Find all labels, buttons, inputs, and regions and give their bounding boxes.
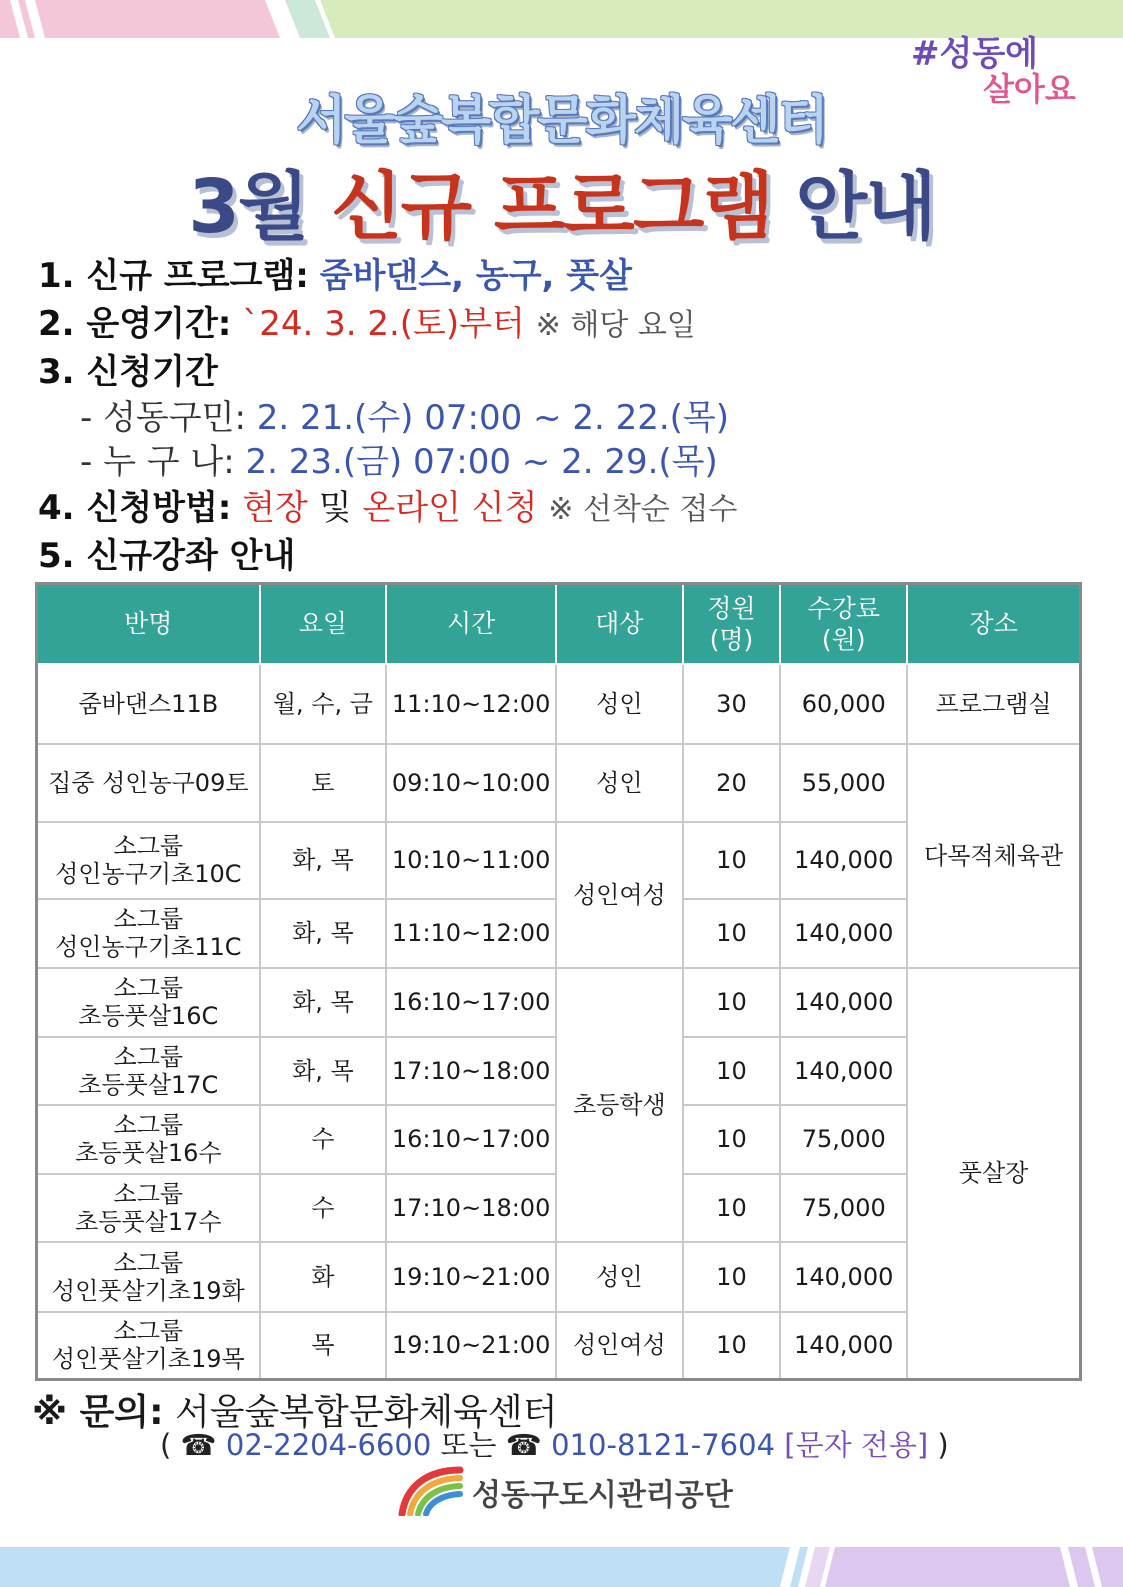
header-capacity: [683, 584, 781, 664]
residents-label: - 성동구민:: [80, 398, 246, 438]
phone-number-2[interactable]: 010-8121-7604: [551, 1428, 776, 1462]
course-time: 19:10~21:00: [386, 1312, 556, 1380]
course-day: 화, 목: [260, 1037, 387, 1105]
info-item-programs: [38, 252, 1098, 300]
course-name: 소그룹 초등풋살17C: [37, 1037, 260, 1105]
title-end: 안내: [795, 164, 935, 250]
programs-label: 1. 신규 프로그램:: [38, 256, 309, 296]
course-table: [35, 582, 1082, 1381]
course-name: 소그룹 성인풋살기초19화: [37, 1242, 260, 1312]
header-capacity-2: (명): [709, 624, 754, 654]
course-fee: 140,000: [780, 968, 907, 1037]
contact-line: [160, 1423, 980, 1464]
course-fee: 140,000: [780, 1312, 907, 1380]
course-fee: 60,000: [780, 664, 907, 744]
anyone-label: - 누 구 나:: [80, 442, 235, 482]
application-period-label: 3. 신청기간: [38, 352, 218, 392]
table-row: [37, 744, 1081, 822]
phone-icon: ☎: [180, 1428, 217, 1462]
course-target: 성인: [556, 1242, 682, 1312]
course-fee: 140,000: [780, 822, 907, 899]
course-target: 성인여성: [556, 1312, 682, 1380]
course-capacity: 10: [683, 1312, 781, 1380]
course-capacity: 10: [683, 1242, 781, 1312]
course-place: 다목적체육관: [907, 744, 1080, 968]
header-fee: [780, 584, 907, 664]
application-period-residents: [38, 396, 1098, 440]
course-time: 19:10~21:00: [386, 1242, 556, 1312]
course-time: 17:10~18:00: [386, 1037, 556, 1105]
course-day: 토: [260, 744, 387, 822]
programs-value: 줌바댄스, 농구, 풋살: [319, 256, 632, 296]
course-day: 수: [260, 1174, 387, 1242]
course-time: 11:10~12:00: [386, 899, 556, 968]
course-day: 수: [260, 1105, 387, 1174]
title-month: 3월: [188, 164, 308, 250]
header-time: 시간: [386, 584, 556, 664]
course-name: 소그룹 성인농구기초11C: [37, 899, 260, 968]
bottom-decoration: [0, 1547, 1123, 1587]
course-fee: 75,000: [780, 1174, 907, 1242]
header-name: 반명: [37, 584, 260, 664]
course-fee: 75,000: [780, 1105, 907, 1174]
course-time: 16:10~17:00: [386, 1105, 556, 1174]
course-target: 성인여성: [556, 822, 682, 968]
header-capacity-1: 정원: [707, 593, 756, 623]
course-capacity: 10: [683, 822, 781, 899]
header-target: 대상: [556, 584, 682, 664]
center-name-title: 서울숲복합문화체육센터: [296, 91, 827, 151]
info-item-courses: [38, 532, 1098, 580]
table-row: [37, 664, 1081, 744]
header-fee-1: 수강료: [807, 593, 880, 623]
period-label: 2. 운영기간:: [38, 304, 232, 344]
inquiry-label: ※ 문의:: [32, 1392, 164, 1433]
org-name: 성동구도시관리공단: [472, 1478, 733, 1513]
method-note: ※ 선착순 접수: [548, 492, 738, 527]
course-capacity: 30: [683, 664, 781, 744]
course-name: 소그룹 초등풋살16수: [37, 1105, 260, 1174]
method-mid: 및: [318, 488, 352, 528]
course-name: 소그룹 성인풋살기초19목: [37, 1312, 260, 1380]
course-capacity: 10: [683, 968, 781, 1037]
course-fee: 140,000: [780, 899, 907, 968]
method-label: 4. 신청방법:: [38, 488, 232, 528]
title-main: 신규 프로그램: [331, 164, 772, 250]
course-name: 소그룹 초등풋살16C: [37, 968, 260, 1037]
info-section: [38, 252, 1098, 580]
course-capacity: 10: [683, 1105, 781, 1174]
contact-open: (: [160, 1428, 172, 1462]
course-target: 성인: [556, 744, 682, 822]
course-name: 소그룹 성인농구기초10C: [37, 822, 260, 899]
course-day: 목: [260, 1312, 387, 1380]
residents-value: 2. 21.(수) 07:00 ~ 2. 22.(목): [256, 398, 730, 438]
phone-icon: ☎: [505, 1428, 542, 1462]
contact-or: 또는: [440, 1428, 497, 1462]
course-name: 소그룹 초등풋살17수: [37, 1174, 260, 1242]
period-note: ※ 해당 요일: [535, 308, 696, 343]
course-time: 16:10~17:00: [386, 968, 556, 1037]
course-day: 화: [260, 1242, 387, 1312]
course-capacity: 20: [683, 744, 781, 822]
course-time: 09:10~10:00: [386, 744, 556, 822]
courses-label: 5. 신규강좌 안내: [38, 536, 296, 576]
course-day: 월, 수, 금: [260, 664, 387, 744]
table-header-row: [37, 584, 1081, 664]
course-time: 10:10~11:00: [386, 822, 556, 899]
header-fee-2: (원): [821, 624, 866, 654]
main-title: [0, 148, 1123, 254]
phone-number-1[interactable]: 02-2204-6600: [225, 1428, 432, 1462]
course-capacity: 10: [683, 1037, 781, 1105]
course-name: 줌바댄스11B: [37, 664, 260, 744]
course-fee: 140,000: [780, 1242, 907, 1312]
course-fee: 140,000: [780, 1037, 907, 1105]
table-row: [37, 968, 1081, 1037]
course-day: 화, 목: [260, 822, 387, 899]
period-value: `24. 3. 2.(토)부터: [242, 304, 525, 344]
course-time: 17:10~18:00: [386, 1174, 556, 1242]
course-place: 풋살장: [907, 968, 1080, 1380]
course-capacity: 10: [683, 899, 781, 968]
text-only-note: [문자 전용]: [784, 1428, 929, 1462]
org-logo: [398, 1466, 733, 1516]
course-place: 프로그램실: [907, 664, 1080, 744]
inquiry-value: 서울숲복합문화체육센터: [174, 1392, 558, 1433]
method-value1: 현장: [242, 488, 308, 528]
slogan-part2: 살아요: [983, 70, 1076, 108]
rainbow-icon: [398, 1466, 466, 1516]
info-item-period: [38, 300, 1098, 348]
header-day: 요일: [260, 584, 387, 664]
info-item-application-period: [38, 348, 1098, 396]
method-value2: 온라인 신청: [362, 488, 538, 528]
application-period-anyone: [38, 440, 1098, 484]
course-target: 초등학생: [556, 968, 682, 1242]
course-capacity: 10: [683, 1174, 781, 1242]
course-time: 11:10~12:00: [386, 664, 556, 744]
course-day: 화, 목: [260, 899, 387, 968]
course-day: 화, 목: [260, 968, 387, 1037]
slogan-part1: #성동에: [911, 34, 1039, 74]
course-fee: 55,000: [780, 744, 907, 822]
anyone-value: 2. 23.(금) 07:00 ~ 2. 29.(목): [245, 442, 718, 482]
contact-close: ): [937, 1428, 949, 1462]
header-place: 장소: [907, 584, 1080, 664]
info-item-method: [38, 484, 1098, 532]
course-name: 집중 성인농구09토: [37, 744, 260, 822]
course-target: 성인: [556, 664, 682, 744]
